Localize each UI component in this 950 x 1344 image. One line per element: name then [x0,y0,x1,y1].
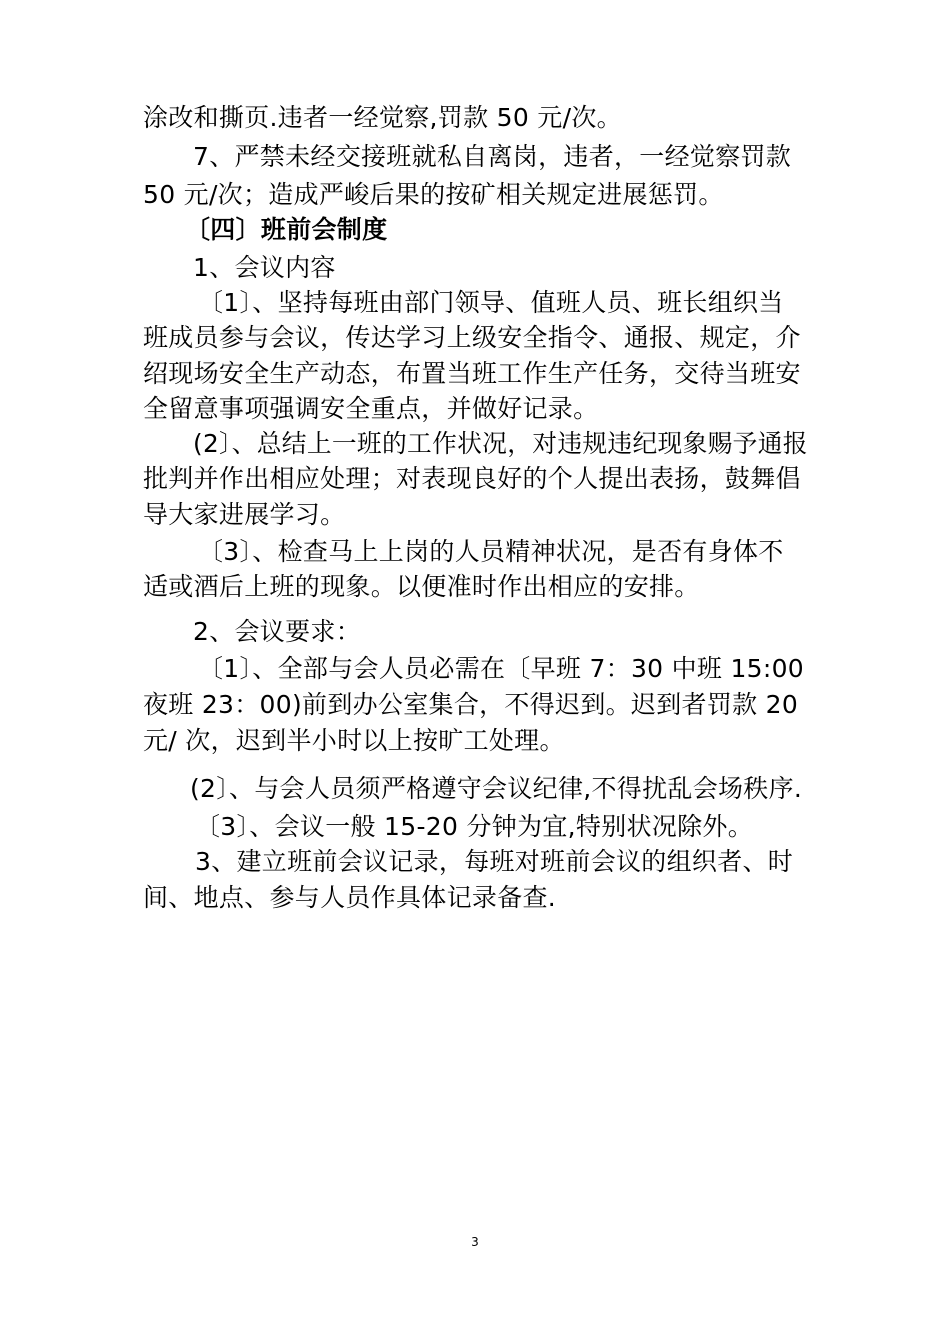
subheading-meeting-content: 1、会议内容 [193,253,336,282]
record-line-1: 3、建立班前会议记录，每班对班前会议的组织者、时 [195,847,794,876]
item-1-line-2: 班成员参与会议，传达学习上级安全指令、通报、规定，介 [143,323,801,352]
requirement-1-line-3: 元/ 次，迟到半小时以上按旷工处理。 [143,726,565,755]
item-1-line-3: 绍现场安全生产动态，布置当班工作生产任务，交待当班安 [143,359,801,388]
requirement-1-line-1: 〔1〕、全部与会人员必需在〔早班 7：30 中班 15:00 [198,654,805,683]
requirement-3-line-1: 〔3〕、会议一般 15-20 分钟为宜,特别状况除外。 [195,812,753,841]
page-number: 3 [471,1235,479,1249]
body-line-1: 涂改和撕页.违者一经觉察,罚款 50 元/次。 [143,103,622,132]
section-heading: 〔四〕班前会制度 [185,215,388,244]
item-2-line-3: 导大家进展学习。 [143,500,346,529]
requirement-1-line-2: 夜班 23：00)前到办公室集合，不得迟到。迟到者罚款 20 [143,690,799,719]
item-2-line-2: 批判并作出相应处理；对表现良好的个人提出表扬，鼓舞倡 [143,464,801,493]
item-1-line-4: 全留意事项强调安全重点，并做好记录。 [143,394,599,423]
item-3-line-1: 〔3〕、检查马上上岗的人员精神状况，是否有身体不 [198,537,784,566]
item-3-line-2: 适或酒后上班的现象。以便准时作出相应的安排。 [143,572,700,601]
record-line-2: 间、地点、参与人员作具体记录备查. [143,883,557,912]
item-2-line-1: (2〕、总结上一班的工作状况，对违规违纪现象赐予通报 [193,429,808,458]
rule-7-line-1: 7、严禁未经交接班就私自离岗，违者，一经觉察罚款 [193,142,792,171]
requirement-2-line-1: (2〕、与会人员须严格遵守会议纪律,不得扰乱会场秩序. [190,774,803,803]
rule-7-line-2: 50 元/次；造成严峻后果的按矿相关规定进展惩罚。 [143,180,724,209]
item-1-line-1: 〔1〕、坚持每班由部门领导、值班人员、班长组织当 [198,288,784,317]
subheading-meeting-requirements: 2、会议要求： [193,617,362,646]
